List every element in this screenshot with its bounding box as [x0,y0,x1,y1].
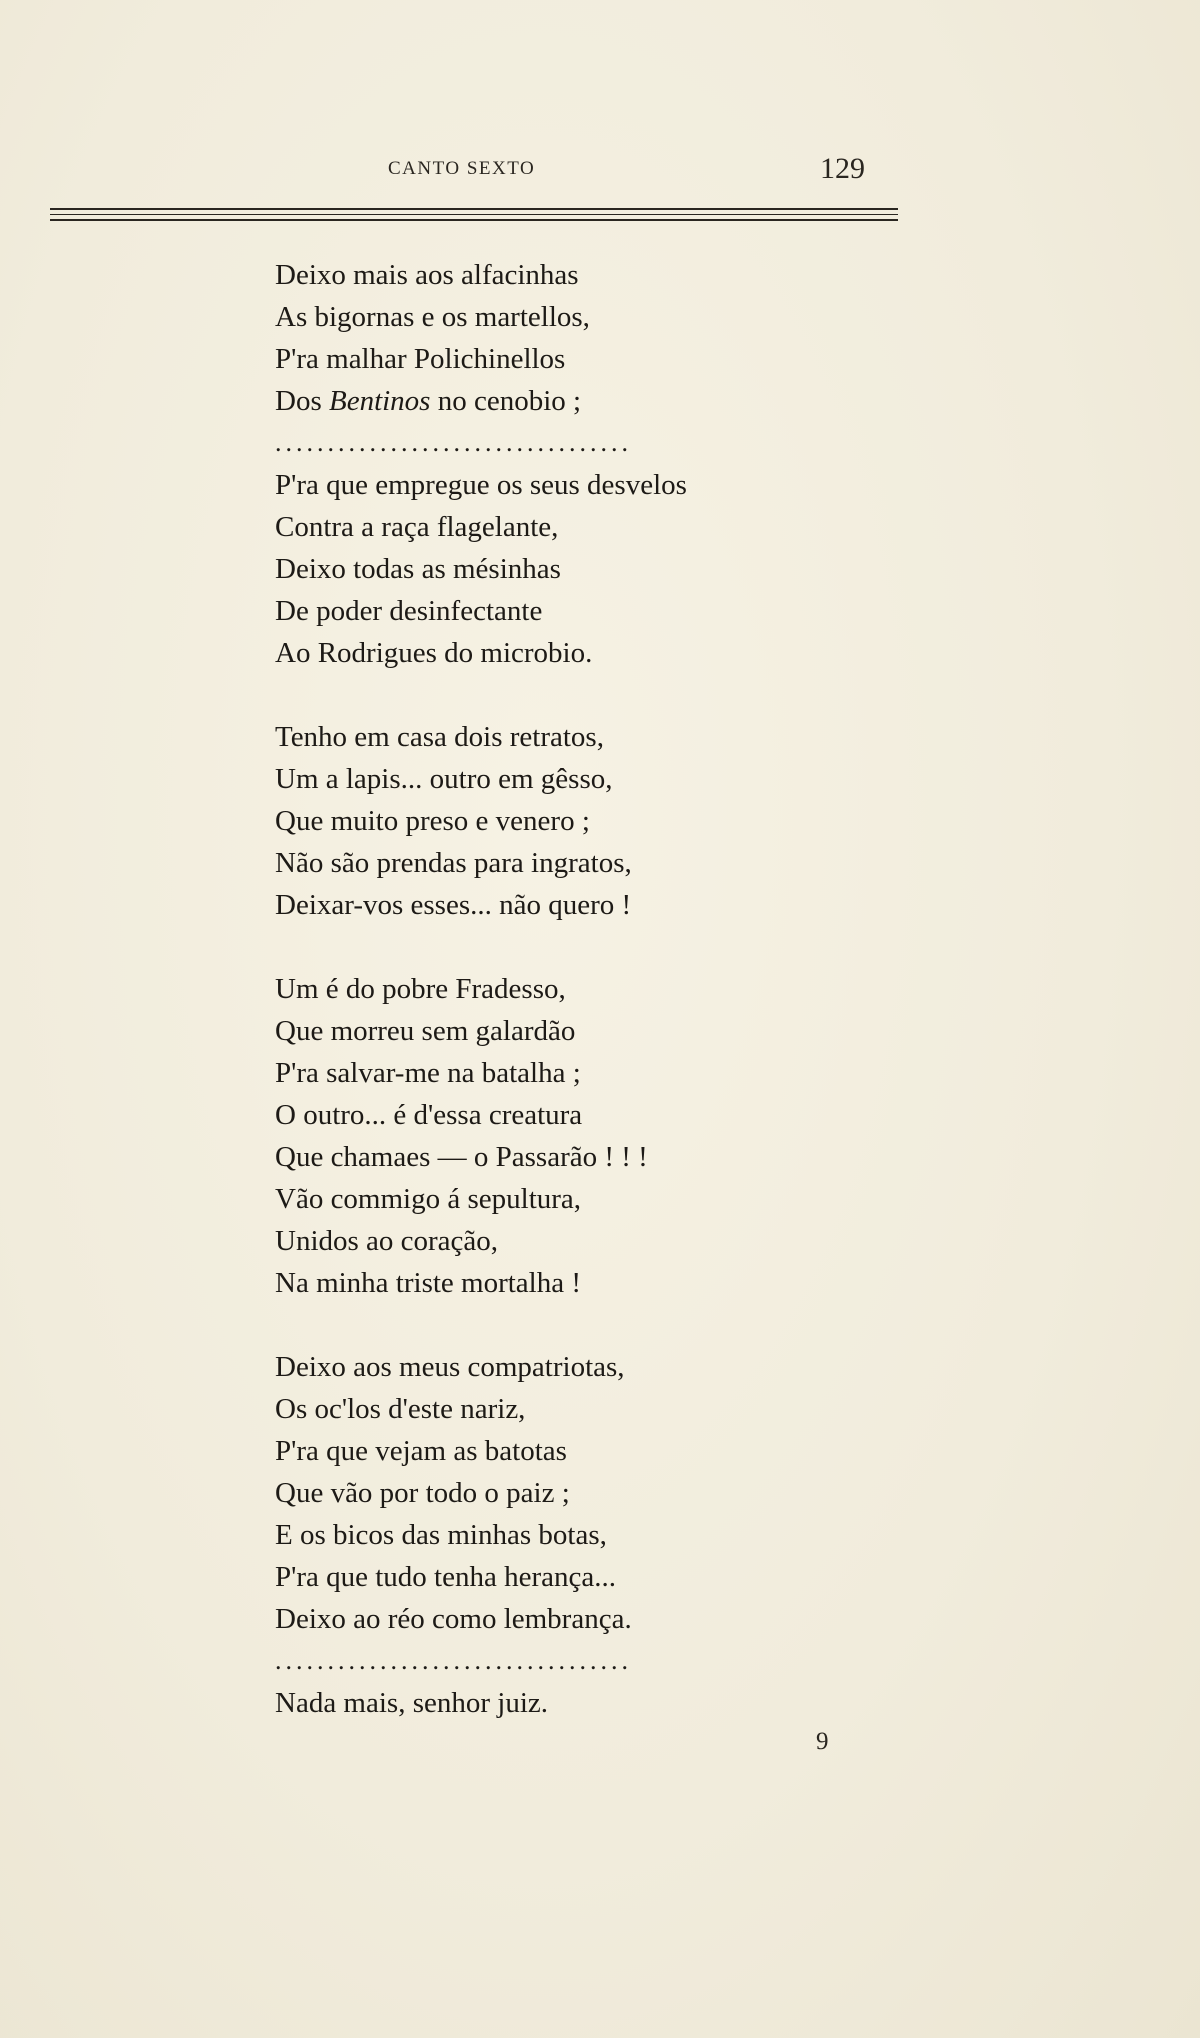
poem-italic-word: Bentinos [328,385,431,417]
poem-line: Vão commigo á sepultura, [275,1183,582,1215]
poem-final-line: Nada mais, senhor juiz. [275,1687,549,1719]
poem-line-suffix: no cenobio ; [430,385,582,417]
poem-line: P'ra salvar-me na batalha ; [275,1057,581,1089]
stanza-gap [275,926,835,968]
poem-line: Deixo mais aos alfacinhas [275,259,579,291]
ellipsis-row: .................................. [275,428,632,457]
poem-line: Que muito preso e venero ; [275,805,590,837]
poem-line-prefix: Dos [275,385,329,417]
poem-line: Deixo ao réo como lembrança. [275,1603,632,1635]
header-rule-bottom [50,219,898,221]
ellipsis-row: .................................. [275,1646,632,1675]
poem-line: Na minha triste mortalha ! [275,1267,582,1299]
poem-line: Contra a raça flagelante, [275,511,559,543]
poem-line: Que morreu sem galardão [275,1015,576,1047]
poem-line: As bigornas e os martellos, [275,301,590,333]
poem-line: E os bicos das minhas botas, [275,1519,607,1551]
header-rule-middle [50,214,898,215]
poem-line: Deixar-vos esses... não quero ! [275,889,632,921]
stanza-gap [275,674,835,716]
poem-line: Deixo todas as mésinhas [275,553,561,585]
poem-line: De poder desinfectante [275,595,543,627]
poem-line: Um é do pobre Fradesso, [275,973,566,1005]
poem-line: Que vão por todo o paiz ; [275,1477,570,1509]
header-rule-top [50,208,898,210]
poem-line: P'ra que vejam as batotas [275,1435,567,1467]
poem-line: P'ra que tudo tenha herança... [275,1561,617,1593]
poem-line: P'ra que empregue os seus desvelos [275,469,687,501]
poem-line: Não são prendas para ingratos, [275,847,632,879]
poem-line-italic [275,380,835,422]
poem-line: Um a lapis... outro em gêsso, [275,763,613,795]
poem-line: P'ra malhar Polichinellos [275,343,566,375]
poem-line: Deixo aos meus compatriotas, [275,1351,625,1383]
running-title: CANTO SEXTO [388,158,536,179]
poem-line: Ao Rodrigues do microbio. [275,637,593,669]
poem-line: Que chamaes — o Passarão ! ! ! [275,1141,648,1173]
stanza-gap [275,1304,835,1346]
poem-line: Unidos ao coração, [275,1225,499,1257]
poem-text [275,254,835,1724]
poem-line: Os oc'los d'este nariz, [275,1393,526,1425]
poem-line: Tenho em casa dois retratos, [275,721,604,753]
page-number: 129 [820,152,865,185]
poem-line: O outro... é d'essa creatura [275,1099,583,1131]
signature-mark: 9 [816,1728,829,1755]
